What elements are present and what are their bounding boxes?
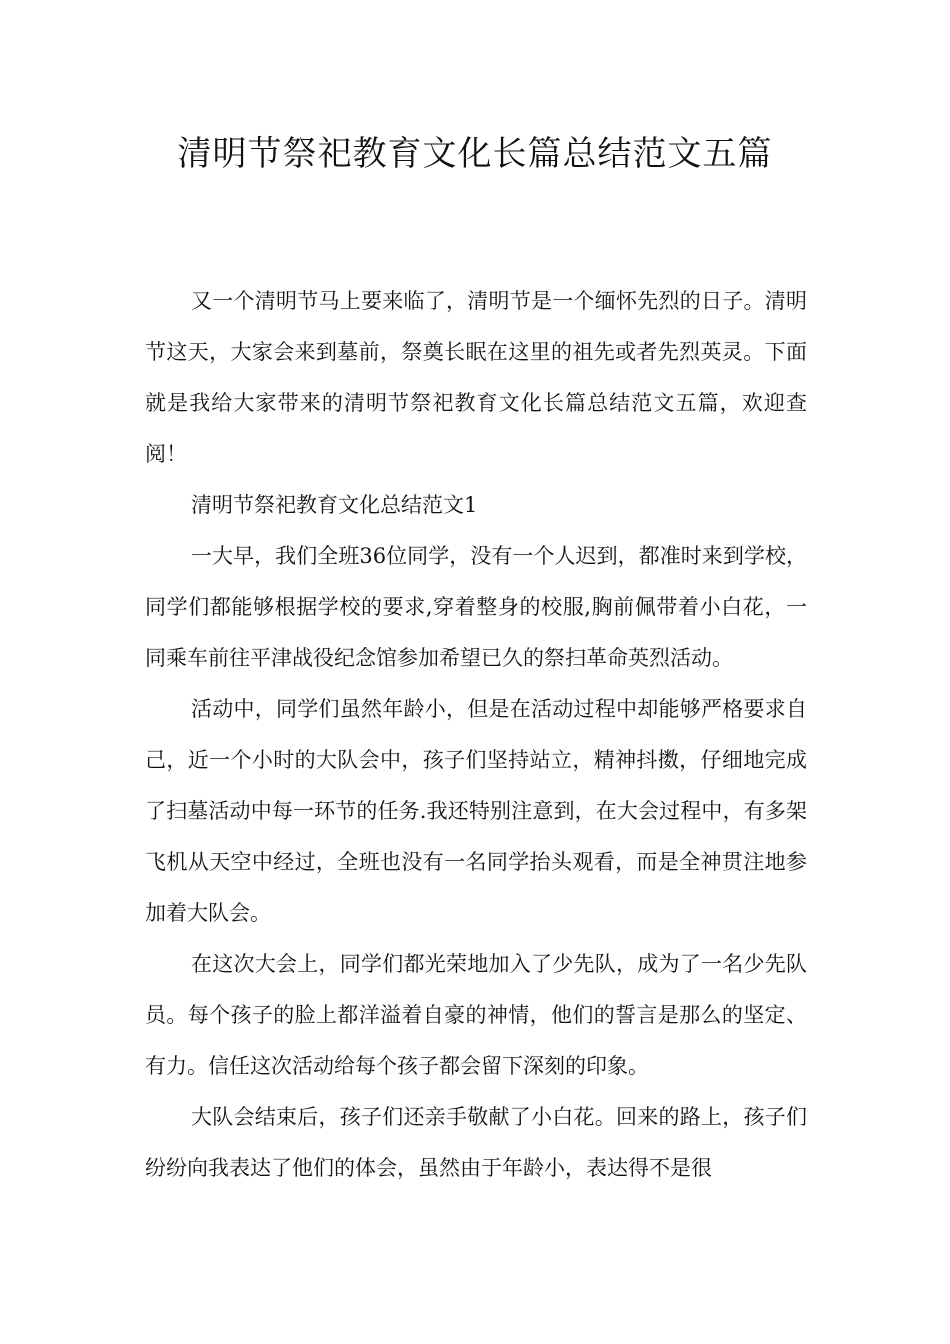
section-heading: 清明节祭祀教育文化总结范文1 — [191, 493, 478, 517]
body-paragraph: 活动中，同学们虽然年龄小，但是在活动过程中却能够严格要求自己，近一个小时的大队会中，孩子们坚持站立，精神抖擞，仔细地完成了扫墓活动中每一环节的任务.我还特别注意到，在大会过程中，有多架飞机从天空中经过，全班也没有一名同学抬头观看，而是全神贯注地参加着大队会。 — [145, 697, 807, 925]
intro-paragraph: 又一个清明节马上要来临了，清明节是一个缅怀先烈的日子。清明节这天，大家会来到墓前，祭奠长眠在这里的祖先或者先烈英灵。下面就是我给大家带来的清明节祭祀教育文化长篇总结范文五篇，欢迎查阅！ — [145, 289, 807, 466]
body-paragraph: 一大早，我们全班36位同学，没有一个人迟到，都准时来到学校，同学们都能够根据学校的要求,穿着整身的校服,胸前佩带着小白花，一同乘车前往平津战役纪念馆参加希望已久的祭扫革命英烈活动。 — [145, 544, 807, 670]
body-paragraph: 大队会结束后，孩子们还亲手敬献了小白花。回来的路上，孩子们纷纷向我表达了他们的体会，虽然由于年龄小，表达得不是很 — [145, 1105, 807, 1180]
document-body — [145, 276, 807, 1194]
body-paragraph: 在这次大会上，同学们都光荣地加入了少先队，成为了一名少先队员。每个孩子的脸上都洋溢着自豪的神情，他们的誓言是那么的坚定、有力。信任这次活动给每个孩子都会留下深刻的印象。 — [145, 952, 807, 1078]
document-title: 清明节祭祀教育文化长篇总结范文五篇 — [177, 134, 773, 174]
